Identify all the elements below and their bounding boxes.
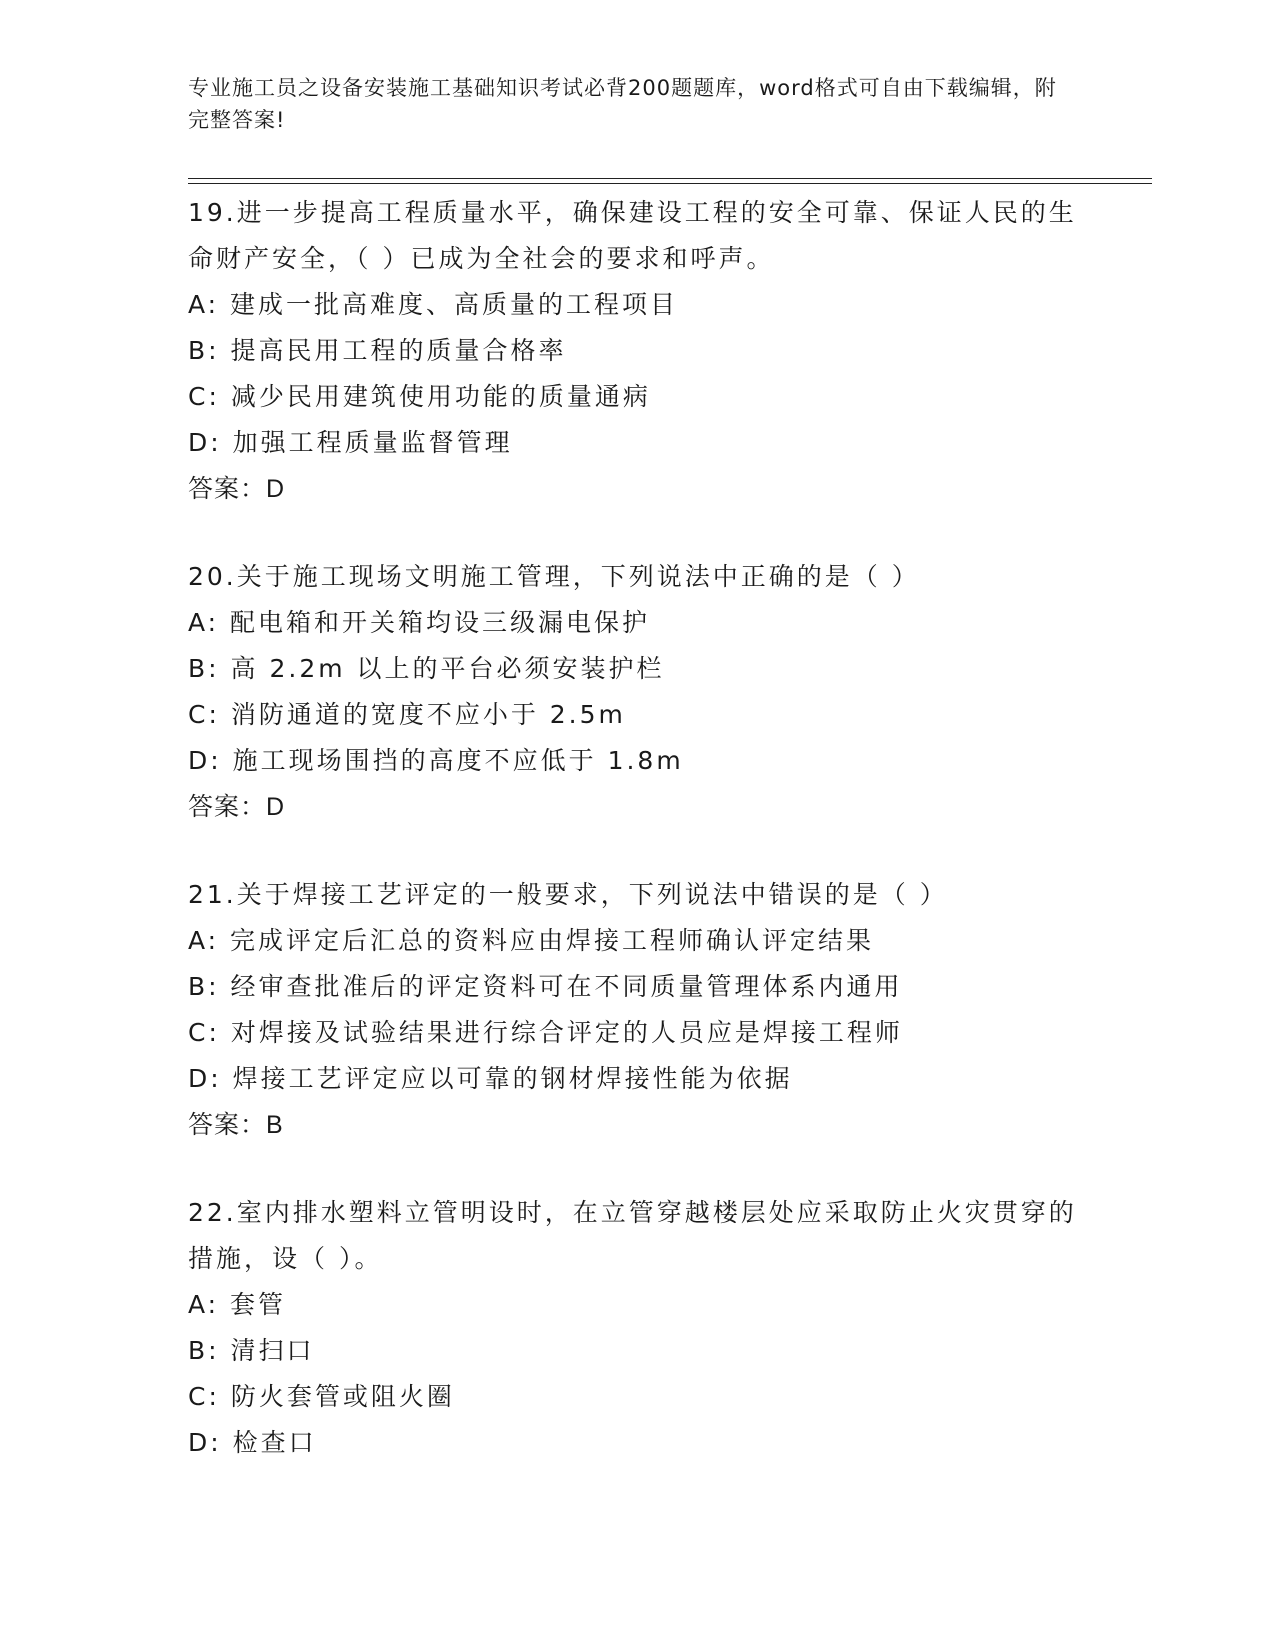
document-header: 专业施工员之设备安装施工基础知识考试必背200题题库，word格式可自由下载编辑，附完整答案! bbox=[188, 76, 1057, 132]
question-text: 20.关于施工现场文明施工管理，下列说法中正确的是（ ） bbox=[188, 562, 920, 591]
option-a: A: 建成一批高难度、高质量的工程项目 bbox=[188, 290, 679, 319]
option-d: D: 焊接工艺评定应以可靠的钢材焊接性能为依据 bbox=[188, 1064, 793, 1093]
answer-line: 答案：B bbox=[188, 1111, 284, 1139]
question-20 bbox=[188, 554, 1088, 830]
option-a: A: 完成评定后汇总的资料应由焊接工程师确认评定结果 bbox=[188, 926, 875, 955]
answer-line: 答案：D bbox=[188, 793, 286, 821]
option-d: D: 检查口 bbox=[188, 1428, 317, 1457]
option-b: B: 高 2.2m 以上的平台必须安装护栏 bbox=[188, 654, 665, 683]
option-d: D: 加强工程质量监督管理 bbox=[188, 428, 513, 457]
answer-line: 答案：D bbox=[188, 475, 286, 503]
question-22 bbox=[188, 1190, 1088, 1466]
option-a: A: 套管 bbox=[188, 1290, 287, 1319]
option-b: B: 经审查批准后的评定资料可在不同质量管理体系内通用 bbox=[188, 972, 903, 1001]
question-list bbox=[188, 190, 1088, 1508]
header-divider bbox=[188, 178, 1152, 184]
option-b: B: 提高民用工程的质量合格率 bbox=[188, 336, 567, 365]
option-b: B: 清扫口 bbox=[188, 1336, 315, 1365]
option-a: A: 配电箱和开关箱均设三级漏电保护 bbox=[188, 608, 651, 637]
question-text: 21.关于焊接工艺评定的一般要求，下列说法中错误的是（ ） bbox=[188, 880, 948, 909]
question-text: 19.进一步提高工程质量水平，确保建设工程的安全可靠、保证人民的生命财产安全，（ ）已成为全社会的要求和呼声。 bbox=[188, 198, 1077, 273]
option-c: C: 减少民用建筑使用功能的质量通病 bbox=[188, 382, 651, 411]
option-d: D: 施工现场围挡的高度不应低于 1.8m bbox=[188, 746, 684, 775]
question-19 bbox=[188, 190, 1088, 512]
option-c: C: 防火套管或阻火圈 bbox=[188, 1382, 455, 1411]
question-21 bbox=[188, 872, 1088, 1148]
question-text: 22.室内排水塑料立管明设时，在立管穿越楼层处应采取防止火灾贯穿的措施，设（ ）。 bbox=[188, 1198, 1077, 1273]
option-c: C: 消防通道的宽度不应小于 2.5m bbox=[188, 700, 626, 729]
option-c: C: 对焊接及试验结果进行综合评定的人员应是焊接工程师 bbox=[188, 1018, 903, 1047]
